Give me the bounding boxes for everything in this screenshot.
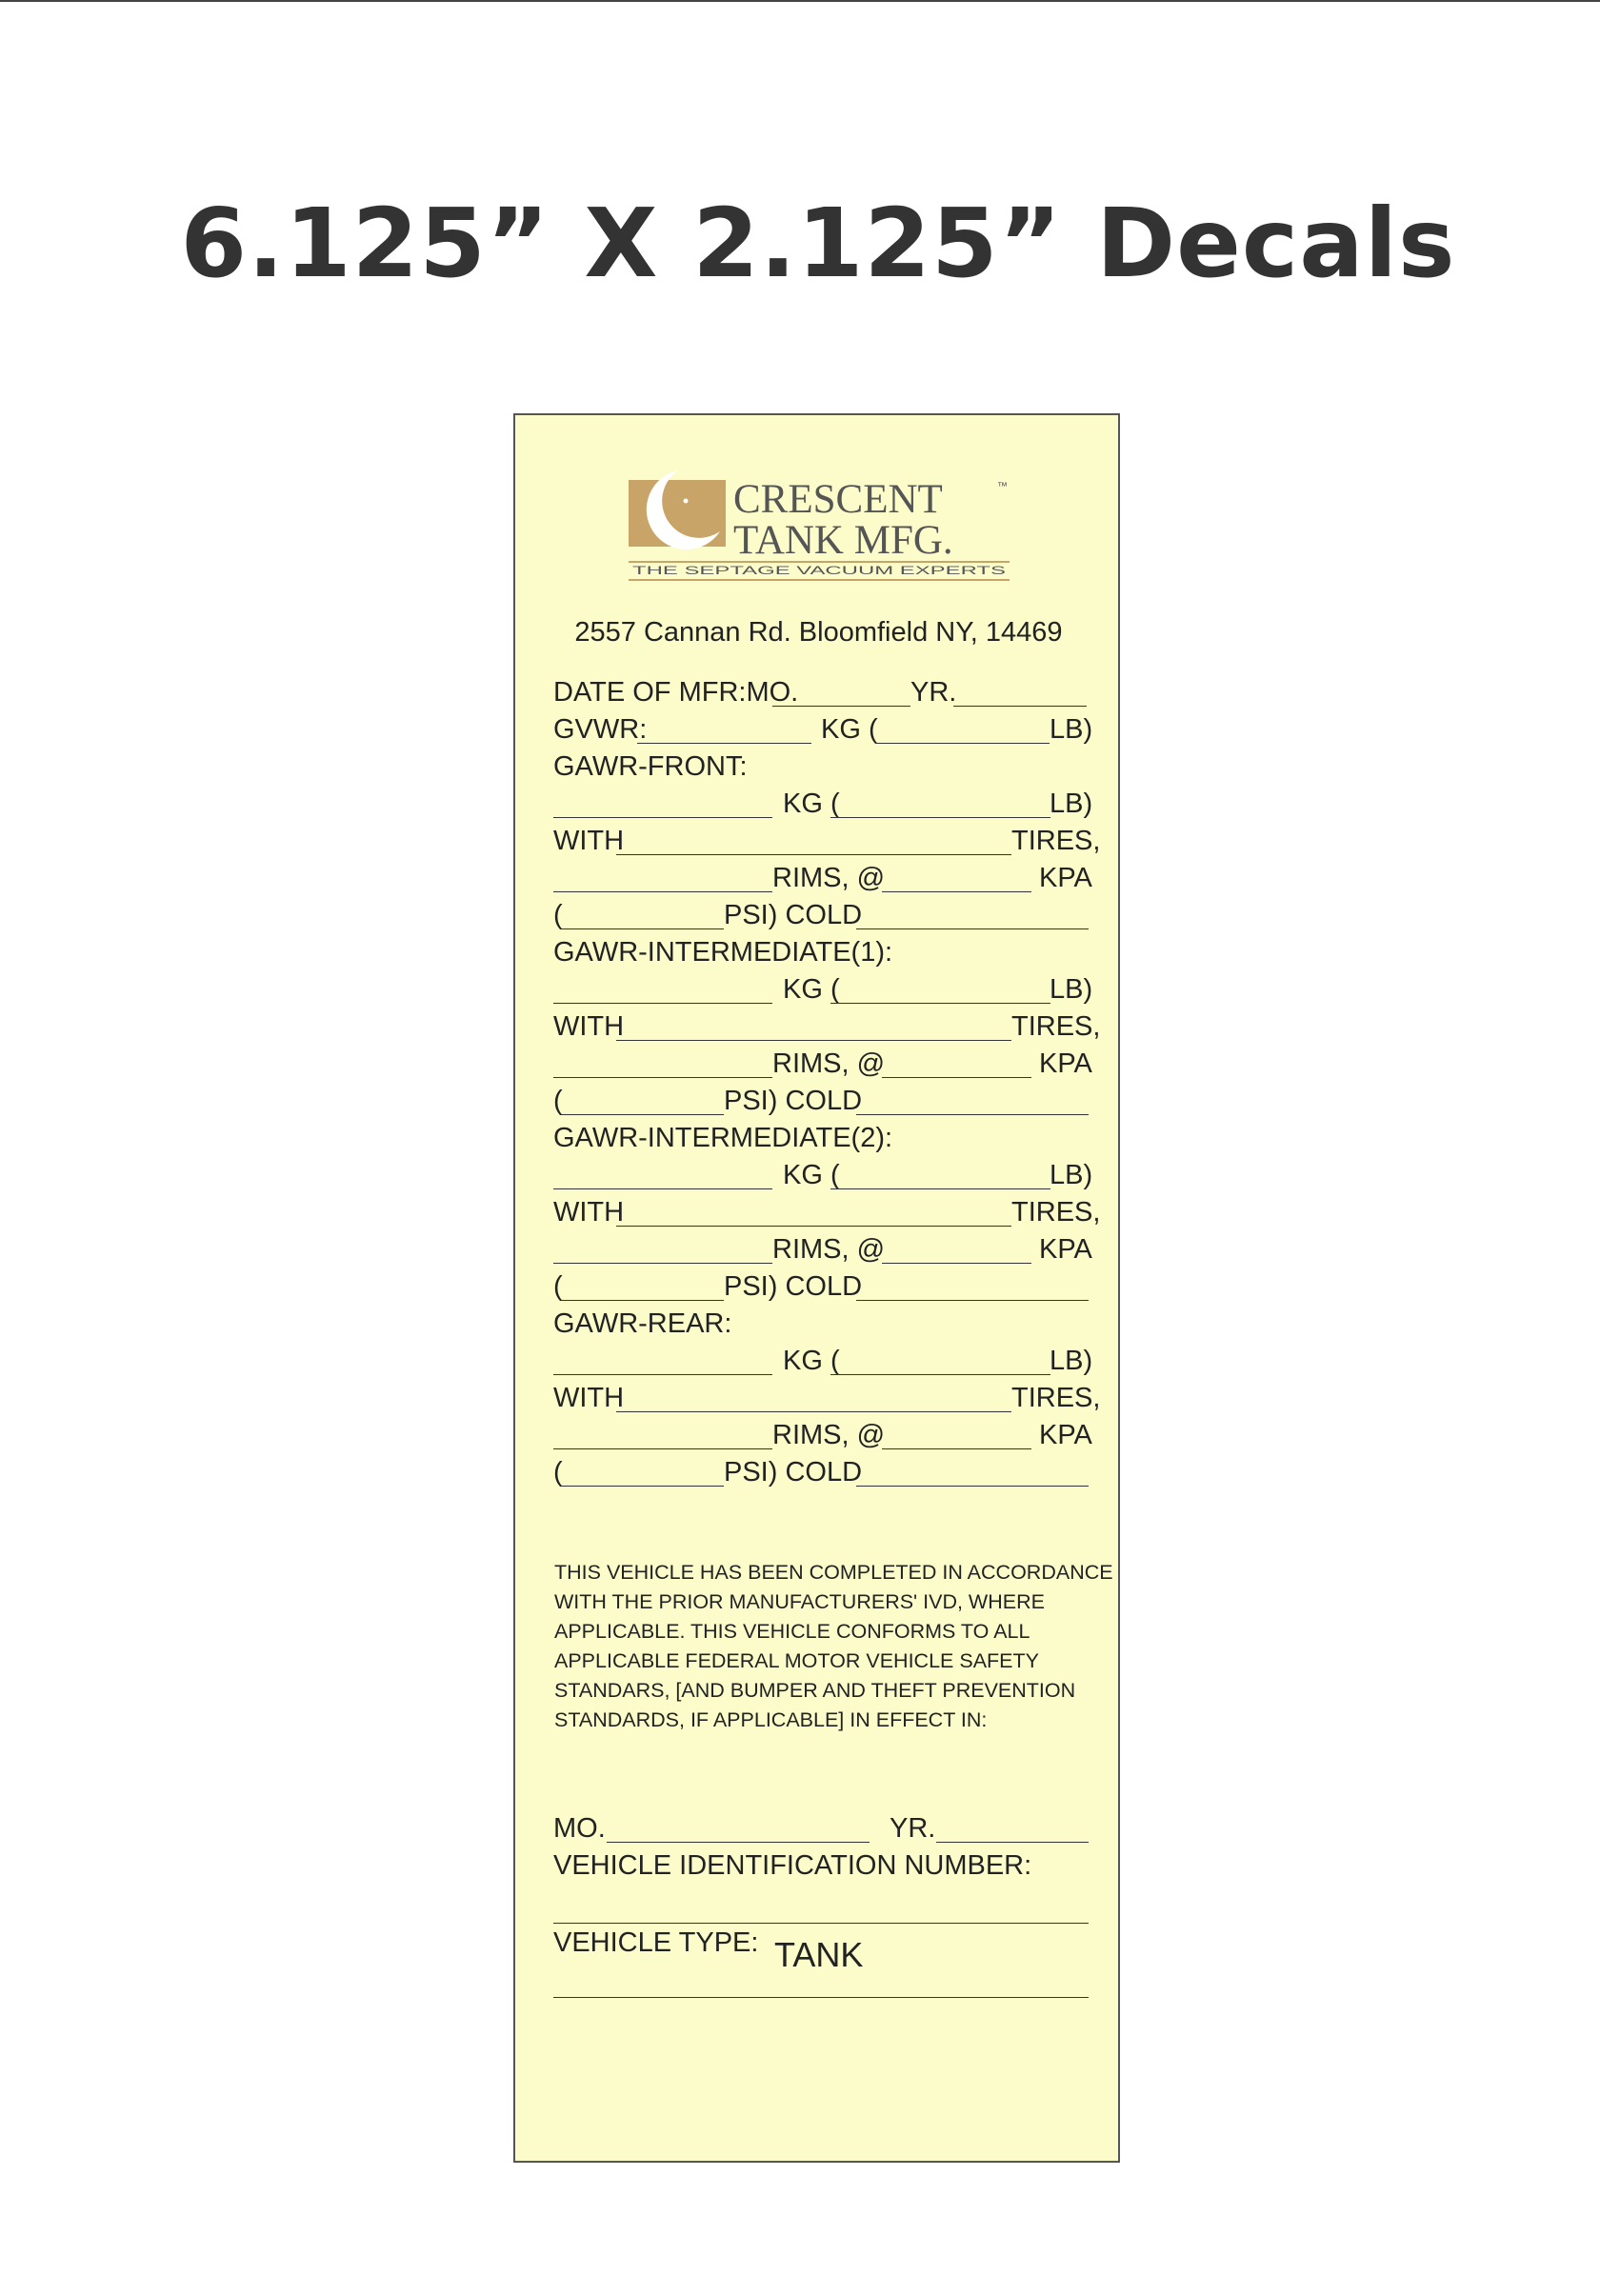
gawr-rear-rims-row xyxy=(553,1417,1092,1454)
cold-blank[interactable] xyxy=(856,1114,1089,1115)
gvwr-label: GVWR: xyxy=(553,714,648,745)
kg-label: KG ( xyxy=(783,789,840,819)
lb-blank[interactable] xyxy=(830,1374,1050,1375)
page-title: 6.125” X 2.125” Decals xyxy=(180,188,1456,299)
gawr-rear-heading-row xyxy=(553,1306,1087,1343)
gvwr-lb-blank[interactable] xyxy=(875,743,1050,744)
with-label: WITH xyxy=(553,1197,625,1228)
vin-label: VEHICLE IDENTIFICATION NUMBER: xyxy=(553,1850,1032,1881)
manufacturer-address: 2557 Cannan Rd. Bloomfield NY, 14469 xyxy=(574,617,1063,648)
gawr-int1-heading-row xyxy=(553,934,1087,971)
rims-blank[interactable] xyxy=(553,1077,772,1078)
effective-month-blank[interactable] xyxy=(607,1842,870,1843)
lb-blank[interactable] xyxy=(830,1003,1050,1004)
gawr-int2-heading-row xyxy=(553,1120,1087,1157)
lb-blank[interactable] xyxy=(830,817,1050,818)
tires-label: TIRES, xyxy=(1011,1197,1101,1228)
logo-line1: CRESCENT xyxy=(733,477,943,522)
rims-label: RIMS, @ xyxy=(772,863,886,893)
paren-label: ( xyxy=(553,900,563,930)
kg-label: KG ( xyxy=(783,1346,840,1376)
paren-label: ( xyxy=(553,1271,563,1302)
gawr-int2-kg-row xyxy=(553,1157,1093,1194)
kg-label: KG ( xyxy=(783,974,840,1005)
tires-label: TIRES, xyxy=(1011,826,1101,856)
with-label: WITH xyxy=(553,1383,625,1413)
psi-cold-label: PSI) COLD xyxy=(724,900,863,930)
kg-blank[interactable] xyxy=(553,1188,772,1189)
gawr-rear-kg-row xyxy=(553,1343,1093,1380)
statement-line: STANDARDS, IF APPLICABLE] IN EFFECT IN: xyxy=(554,1708,988,1731)
kg-blank[interactable] xyxy=(553,1003,772,1004)
tires-label: TIRES, xyxy=(1011,1383,1101,1413)
statement-line: STANDARS, [AND BUMPER AND THEFT PREVENTION xyxy=(554,1679,1076,1702)
vehicle-type-value: TANK xyxy=(774,1935,864,1974)
top-border-line xyxy=(0,0,1600,2)
vehicle-type-line-row xyxy=(553,1966,1087,2003)
kpa-blank[interactable] xyxy=(882,1448,1031,1449)
rims-label: RIMS, @ xyxy=(772,1234,886,1265)
cold-blank[interactable] xyxy=(856,928,1089,929)
kpa-blank[interactable] xyxy=(882,1077,1031,1078)
crescent-logo xyxy=(629,467,1010,586)
mfr-year-blank[interactable] xyxy=(953,706,1087,707)
tires-blank[interactable] xyxy=(616,1040,1011,1041)
yr-label: YR. xyxy=(910,677,957,708)
compliance-statement xyxy=(554,1558,1113,1735)
mfr-month-blank[interactable] xyxy=(772,706,910,707)
effective-date-row xyxy=(553,1810,1087,1847)
psi-cold-label: PSI) COLD xyxy=(724,1086,863,1116)
trademark-mark: ™ xyxy=(997,481,1008,492)
date-of-mfr-row xyxy=(553,674,1087,711)
rims-blank[interactable] xyxy=(553,1448,772,1449)
gawr-front-heading-row xyxy=(553,749,1087,786)
vin-blank[interactable] xyxy=(553,1923,1089,1924)
tires-label: TIRES, xyxy=(1011,1011,1101,1042)
gawr-front-tires-row xyxy=(553,823,1101,860)
vin-label-row xyxy=(553,1847,1087,1885)
gawr-rear-psi-row xyxy=(553,1454,1087,1491)
psi-blank[interactable] xyxy=(562,1300,724,1301)
gawr-int2-psi-row xyxy=(553,1268,1087,1306)
tires-blank[interactable] xyxy=(616,854,1011,855)
lb-label: LB) xyxy=(1050,714,1093,745)
vehicle-type-label: VEHICLE TYPE: xyxy=(553,1927,759,1958)
star-icon xyxy=(684,499,689,504)
gawr-int1-rims-row xyxy=(553,1046,1092,1083)
with-label: WITH xyxy=(553,826,625,856)
statement-line: APPLICABLE. THIS VEHICLE CONFORMS TO ALL xyxy=(554,1620,1030,1643)
gawr-front-rims-row xyxy=(553,860,1092,897)
kg-blank[interactable] xyxy=(553,1374,772,1375)
kpa-blank[interactable] xyxy=(882,1263,1031,1264)
gawr-int1-tires-row xyxy=(553,1008,1101,1046)
psi-blank[interactable] xyxy=(562,928,724,929)
mo-label: MO. xyxy=(553,1813,606,1844)
kpa-label: KPA xyxy=(1039,1420,1092,1450)
tires-blank[interactable] xyxy=(616,1411,1011,1412)
kg-label: KG ( xyxy=(783,1160,840,1190)
rims-blank[interactable] xyxy=(553,1263,772,1264)
cold-blank[interactable] xyxy=(856,1300,1089,1301)
gawr-int1-label: GAWR-INTERMEDIATE(1): xyxy=(553,937,893,968)
lb-label: LB) xyxy=(1050,789,1093,819)
paren-label: ( xyxy=(553,1457,563,1487)
yr-label: YR. xyxy=(890,1813,936,1844)
gawr-front-psi-row xyxy=(553,897,1087,934)
rims-label: RIMS, @ xyxy=(772,1420,886,1450)
kg-label: KG ( xyxy=(821,714,878,745)
gawr-front-label: GAWR-FRONT: xyxy=(553,751,748,782)
gawr-int1-psi-row xyxy=(553,1083,1087,1120)
kg-blank[interactable] xyxy=(553,817,772,818)
lb-label: LB) xyxy=(1050,1346,1093,1376)
gvwr-kg-blank[interactable] xyxy=(637,743,811,744)
decal-label xyxy=(513,413,1120,2163)
gvwr-row xyxy=(553,711,1093,749)
gawr-int2-rims-row xyxy=(553,1231,1092,1268)
kpa-label: KPA xyxy=(1039,1048,1092,1079)
gawr-int2-label: GAWR-INTERMEDIATE(2): xyxy=(553,1123,893,1153)
statement-line: THIS VEHICLE HAS BEEN COMPLETED IN ACCORDANCE xyxy=(554,1561,1113,1584)
psi-blank[interactable] xyxy=(562,1114,724,1115)
gawr-rear-tires-row xyxy=(553,1380,1101,1417)
vin-line-row xyxy=(553,1891,1087,1928)
tires-blank[interactable] xyxy=(616,1226,1011,1227)
lb-label: LB) xyxy=(1050,974,1093,1005)
gawr-int1-kg-row xyxy=(553,971,1093,1008)
logo-tagline: THE SEPTAGE VACUUM EXPERTS xyxy=(632,564,1006,577)
rims-label: RIMS, @ xyxy=(772,1048,886,1079)
statement-line: WITH THE PRIOR MANUFACTURERS' IVD, WHERE xyxy=(554,1590,1045,1613)
psi-cold-label: PSI) COLD xyxy=(724,1457,863,1487)
gawr-rear-label: GAWR-REAR: xyxy=(553,1308,732,1339)
gawr-front-kg-row xyxy=(553,786,1093,823)
gawr-int2-tires-row xyxy=(553,1194,1101,1231)
date-of-mfr-label: DATE OF MFR:MO. xyxy=(553,677,799,708)
lb-blank[interactable] xyxy=(830,1188,1050,1189)
kpa-label: KPA xyxy=(1039,863,1092,893)
psi-cold-label: PSI) COLD xyxy=(724,1271,863,1302)
with-label: WITH xyxy=(553,1011,625,1042)
kpa-blank[interactable] xyxy=(882,891,1031,892)
statement-line: APPLICABLE FEDERAL MOTOR VEHICLE SAFETY xyxy=(554,1649,1039,1672)
cold-blank[interactable] xyxy=(856,1486,1089,1487)
rims-blank[interactable] xyxy=(553,891,772,892)
kpa-label: KPA xyxy=(1039,1234,1092,1265)
paren-label: ( xyxy=(553,1086,563,1116)
psi-blank[interactable] xyxy=(562,1486,724,1487)
lb-label: LB) xyxy=(1050,1160,1093,1190)
effective-year-blank[interactable] xyxy=(936,1842,1089,1843)
vehicle-type-blank[interactable] xyxy=(553,1997,1089,1998)
logo-line2: TANK MFG. xyxy=(733,518,953,563)
